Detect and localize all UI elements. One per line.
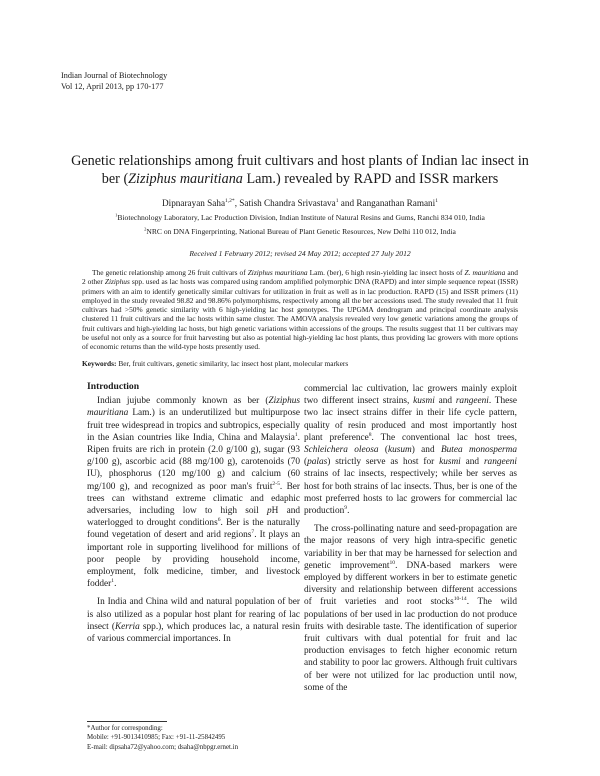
paragraph (304, 383, 517, 517)
text-run: . Ripen fruits are rich in protein (2.0 g/100 g), sugar (93 g/100 g), ascorbic acid (88 mg/100 g), carotenoids (70 IU), phosphorus (120 mg/100 g) and calcium (60 mg/100 g), and recognized as poor man's fruit (87, 432, 300, 492)
title-line-2 (50, 170, 550, 188)
text-run: and (434, 396, 456, 407)
abstract-italic: Z. mauritiana (464, 268, 506, 277)
italic-run: Butea monosperma (440, 445, 518, 456)
citation: 2-5 (272, 480, 280, 487)
author-sup: 1 (335, 197, 339, 204)
text-run: . The wild populations of ber used in lac production do not produce fruits with desirable taste. The identification of superior fruit cultivars with dual potential for fruit and lac production envisages to fetch higher economic return and stability to poor lac growers. Although fruit cultivars of ber were not utilized for lac production until now, some of the (304, 597, 517, 693)
abstract-italic: Ziziphus (104, 277, 130, 287)
text-run: . It plays an important role in supporting livelihood for millions of poor people by providing household income, employment, folk medicine, timber, and livestock fodder (87, 530, 301, 590)
text-run: . These two lac insect strains differ in their life cycle pattern, quality of resin produced and most importantly host plant preference (304, 396, 517, 443)
author-name: Dipnarayan Saha (162, 198, 226, 208)
citation: 1 (294, 431, 298, 438)
text-run: . The conventional lac host trees, (371, 432, 517, 443)
abstract-text: spp. used as lac hosts was compared using random amplified polymorphic DNA (RAPD) and inter simple sequence repeat (ISSR) primers with an aim to identify genetically similar cultivars for utilization in fruit as well as in lac production. RAPD (15) and ISSR primers (11) employed in the study revealed 98.82 and 98.86% polymorphisms, respectively among all the ber accessions used. The study revealed that 11 fruit cultivars had >50% genetic similarity with 6 high-yielding lac host genotypes. The UPGMA dendrogram and principal coordinate analysis clustered 11 fruit cultivars and the lac hosts within same cluster. The AMOVA analysis revealed very low genetic variations among the groups of fruit cultivars and high-yielding lac hosts, but high genetic variations within accessions of the groups. The results suggest that 11 ber cultivars may be useful not only as a source for fruit harvesting but also as potential high-yielding lac host plants, thus providing lac growers with more options of economic returns than the wild-type hosts presently used. (82, 277, 519, 352)
italic-run: Ziziphus mauritiana (87, 396, 300, 419)
title-species: Ziziphus mauritiana (128, 171, 243, 187)
keywords (82, 359, 518, 368)
text-run: ) and (411, 445, 441, 456)
citation: 6 (217, 517, 221, 524)
citation: 9 (344, 504, 348, 511)
received-dates: Received 1 February 2012; revised 24 May 2012; accepted 27 July 2012 (189, 249, 411, 258)
abstract-text: The genetic relationship among 26 fruit cultivars of (92, 268, 248, 277)
author-name: , Satish Chandra Srivastava (234, 198, 336, 208)
paragraph (87, 596, 300, 645)
keywords-label: Keywords: (82, 359, 117, 368)
text-run: spp.), which produces lac, a natural resin of various commercial importances. In (87, 621, 300, 645)
text-run: . (114, 579, 117, 590)
title-suffix: Lam.) revealed by RAPD and ISSR markers (242, 171, 499, 187)
footnote (87, 721, 300, 752)
italic-run: kusum (387, 445, 412, 456)
author-list (50, 198, 550, 208)
italic-run: kusmi (413, 396, 435, 407)
affiliation-2 (40, 227, 560, 237)
footnote-rule (87, 721, 167, 722)
text-run: The cross-pollinating nature and seed-propagation are the major reasons of very high intra-specific genetic variability in ber that may be harnessed for selection and genetic improvement (304, 524, 517, 571)
text-run: ( (378, 445, 388, 456)
title-prefix: ber ( (101, 171, 129, 187)
text-run: strains of lac insects, respectively; while ber serves as host for both strains of lac insects. Thus, ber is one of the most preferred hosts to lac growers for commercial lac production (304, 469, 517, 517)
citation: 7 (251, 529, 255, 536)
affiliation-sup: 2 (144, 226, 147, 232)
text-run: . DNA-based markers were employed by different workers in ber to estimate genetic diversity and relationship between different accessions of fruit varieties and root stocks (304, 560, 517, 608)
author-name: and Ranganathan Ramani (338, 198, 436, 208)
author-sup: 1,2* (225, 197, 235, 204)
abstract (82, 268, 518, 352)
text-run: ) strictly serve as host for (327, 457, 440, 468)
text-run: Lam.) is an underutilized but multipurpose fruit tree widespread in tropics and subtropics, especially in the Asian countries like India, China and Malaysia (87, 408, 300, 443)
text-run: Indian jujube commonly known as ber ( (97, 396, 269, 407)
citation: 10 (389, 559, 396, 566)
keywords-text: Ber, fruit cultivars, genetic similarity, lac insect host plant, molecular markers (116, 359, 349, 368)
text-run: and (460, 457, 484, 468)
affiliation-1 (40, 213, 560, 223)
affiliation-sup: 1 (115, 212, 118, 218)
footnote-email: E-mail: dipsaha72@yahoo.com; dsaha@nbpgr.ernet.in (87, 743, 239, 751)
citation: 8 (368, 431, 372, 438)
text-run: . Ber is the naturally found vegetation of desert and arid regions (87, 518, 300, 541)
italic-run: Kerria (114, 621, 140, 632)
italic-run: rangeeni (455, 396, 489, 407)
paragraph (87, 395, 300, 590)
abstract-text: and 2 other (82, 268, 518, 287)
citation: 1 (111, 578, 115, 585)
citation: 10-14 (453, 596, 467, 603)
author-sup: 1 (435, 197, 438, 204)
italic-run: kusmi (439, 457, 461, 468)
abstract-text: Lam. (ber), 6 high resin-yielding lac insect hosts of (307, 268, 465, 277)
journal-issue: Vol 12, April 2013, pp 170-177 (61, 81, 164, 91)
abstract-italic: Ziziphus mauritiana (247, 268, 308, 277)
footnote-corr: *Author for corresponding: (87, 725, 163, 732)
italic-run: Schleichera oleosa (304, 445, 379, 456)
text-run: . Ber trees can withstand extreme climatic and edaphic adversaries, including low to high soil (87, 481, 300, 517)
section-heading: Introduction (87, 381, 140, 392)
footnote-phone: Mobile: +91-9013410985; Fax: +91-11-25842495 (87, 734, 226, 742)
left-column (87, 381, 300, 645)
text-run: ( (304, 457, 308, 468)
journal-name: Indian Journal of Biotechnology (61, 71, 168, 80)
italic-run: palas (307, 457, 328, 468)
paragraph (304, 523, 517, 694)
italic-run: rangeeni (483, 457, 517, 468)
text-run: In India and China wild and natural population of ber is also utilized as a popular host plant for rearing of lac insect ( (87, 597, 300, 632)
text-run: commercial lac cultivation, lac growers mainly exploit two different insect strains, (304, 384, 517, 407)
journal-header (61, 71, 167, 92)
paper-title (50, 152, 550, 188)
italic-run: p (266, 506, 272, 517)
right-column (304, 383, 517, 694)
text-run: . (347, 506, 350, 517)
text-run: H and waterlogged to drought conditions (87, 506, 300, 529)
affiliation-text: Biotechnology Laboratory, Lac Production Division, Indian Institute of Natural Resins and Gums, Ranchi 834 010, India (117, 213, 485, 222)
affiliation-text: NRC on DNA Fingerprinting, National Bureau of Plant Genetic Resources, New Delhi 110 012, India (146, 227, 456, 236)
title-line-1: Genetic relationships among fruit cultivars and host plants of Indian lac insect in (71, 153, 529, 169)
